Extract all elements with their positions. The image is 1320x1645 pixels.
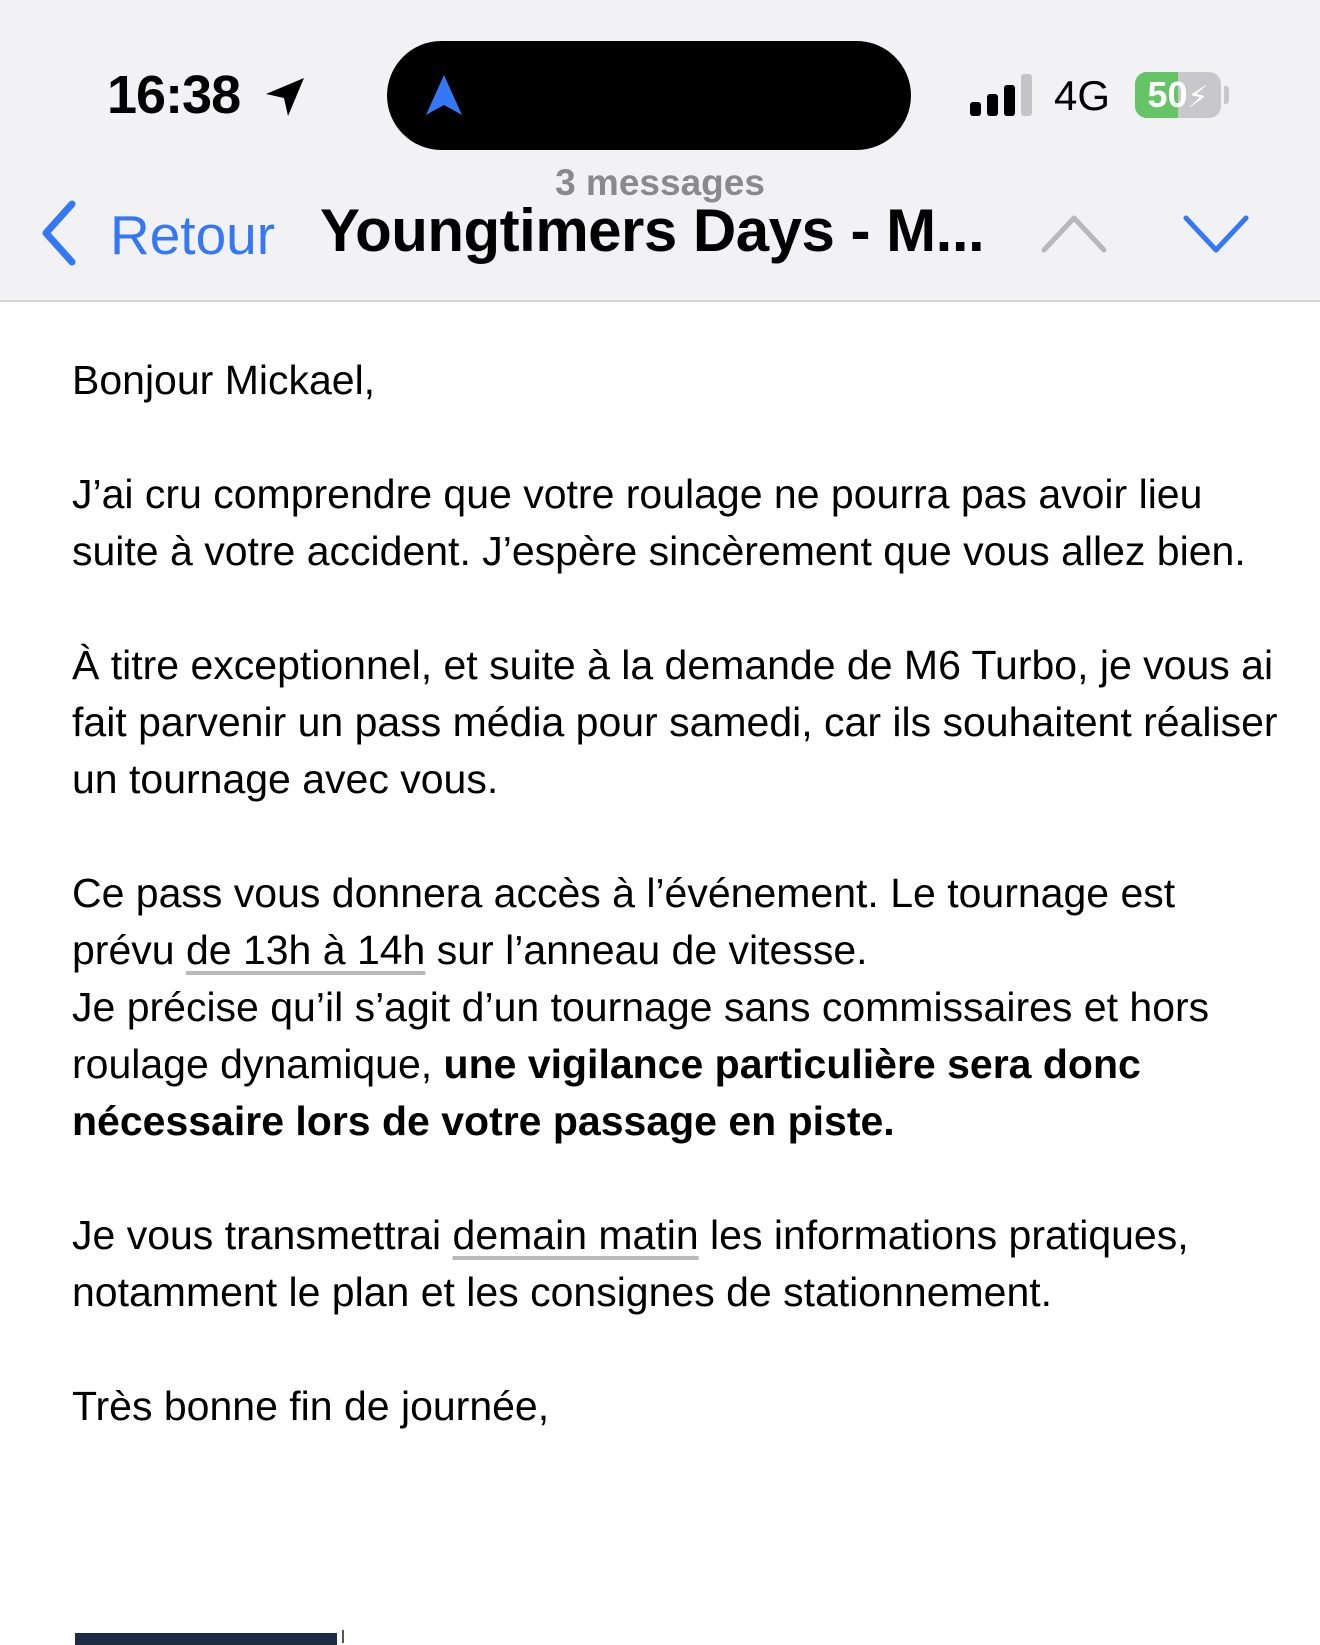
email-paragraph: J’ai cru comprendre que votre roulage ne pourra pas avoir lieu suite à votre accident. J’espère sincèrement que vous allez bien. [72, 471, 1246, 574]
time-range-link[interactable]: de 13h à 14h [185, 927, 426, 973]
signature-logo [75, 1633, 337, 1645]
chevron-left-icon[interactable] [38, 198, 80, 268]
bold-warning: une vigilance particulière sera donc nécessaire lors de votre passage en piste. [72, 1041, 1141, 1144]
email-closing: Très bonne fin de journée, [72, 1383, 550, 1429]
date-link[interactable]: demain matin [452, 1212, 699, 1258]
email-paragraph: À titre exceptionnel, et suite à la demande de M6 Turbo, je vous ai fait parvenir un pass média pour samedi, car ils souhaitent réaliser un tournage avec vous. [72, 642, 1278, 802]
email-paragraph [72, 1207, 1282, 1321]
text-span: les informations pratiques, notamment le plan et les consignes de stationnement. [72, 1212, 1189, 1315]
email-greeting: Bonjour Mickael, [72, 357, 376, 403]
thread-count: 3 messages [555, 162, 765, 203]
battery-icon [1135, 72, 1221, 118]
location-arrow-icon [262, 74, 308, 120]
top-bar [0, 0, 1320, 302]
text-span: sur l’anneau de vitesse. [425, 927, 868, 973]
chevron-up-icon[interactable] [1040, 210, 1108, 258]
text-span: Ce pass vous donnera accès à l’événement. Le tournage est prévu [72, 870, 1176, 973]
signal-bars-icon [970, 74, 1036, 116]
back-button[interactable]: Retour [110, 204, 276, 266]
navigation-icon [422, 73, 466, 117]
battery-nub [1224, 86, 1229, 104]
chevron-down-icon[interactable] [1182, 210, 1250, 258]
network-type: 4G [1054, 72, 1111, 119]
email-body [72, 352, 1282, 1492]
signature-divider [342, 1630, 344, 1643]
email-paragraph [72, 865, 1282, 1150]
text-span: Je précise qu’il s’agit d’un tournage sans commissaires et hors roulage dynamique, [72, 984, 1210, 1087]
status-time: 16:38 [107, 65, 241, 125]
battery-level: 50⚡ [1147, 74, 1209, 115]
text-span: Je vous transmettrai [72, 1212, 453, 1258]
dynamic-island[interactable] [387, 41, 911, 150]
thread-title: Youngtimers Days - M... [320, 197, 985, 264]
